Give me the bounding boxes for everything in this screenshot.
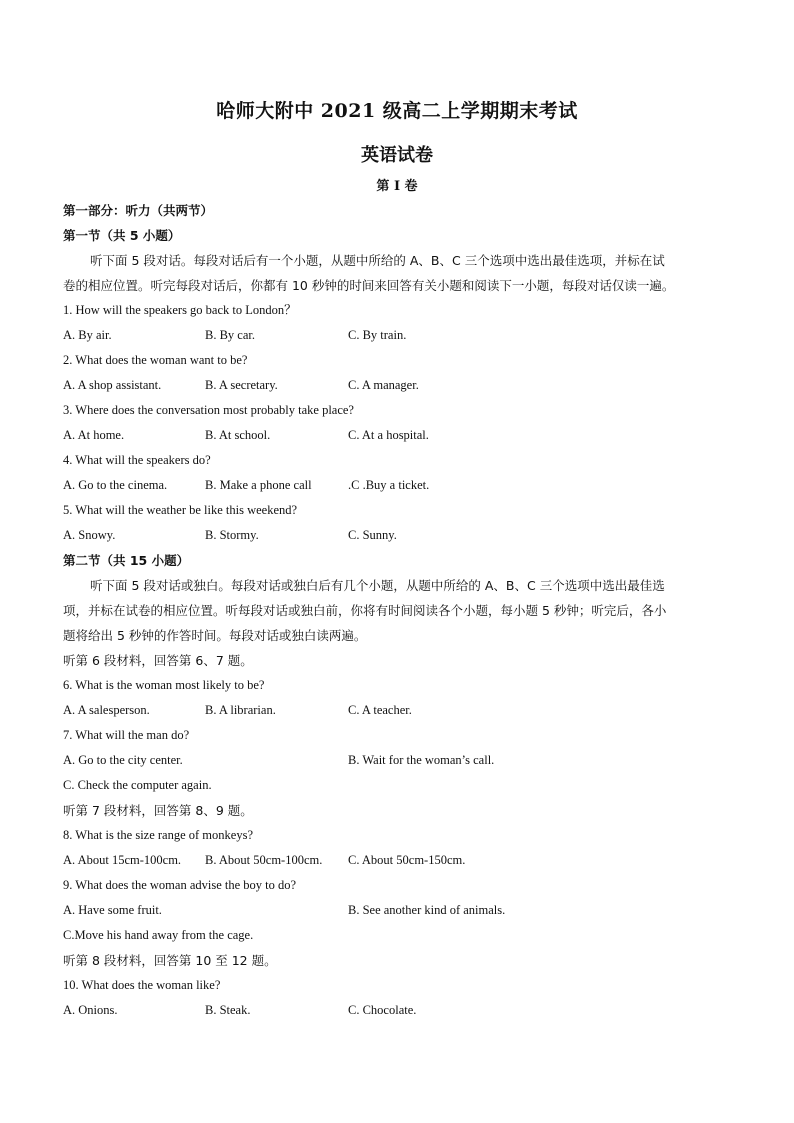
question-6: 6. What is the woman most likely to be?	[63, 678, 265, 692]
question-3: 3. Where does the conversation most probably take place?	[63, 403, 354, 417]
instruction-line: 听下面 5 段对话。每段对话后有一个小题，从题中所给的 A、B、C 三个选项中选出最佳选项，并标在试	[90, 253, 665, 268]
option-a: A. Snowy.	[63, 528, 116, 542]
option-a: A. A shop assistant.	[63, 378, 162, 392]
option-b: B. Stormy.	[205, 528, 259, 542]
option-a: A. Onions.	[63, 1003, 118, 1017]
option-c: C. At a hospital.	[348, 428, 429, 442]
option-c: C. About 50cm-150cm.	[348, 853, 466, 867]
option-c: C. By train.	[348, 328, 407, 342]
option-b: B. A librarian.	[205, 703, 276, 717]
option-a: A. Go to the cinema.	[63, 478, 168, 492]
question-8: 8. What is the size range of monkeys?	[63, 828, 253, 842]
option-c: .C .Buy a ticket.	[348, 478, 430, 492]
section1-heading: 第一节（共 5 小题）	[63, 228, 181, 243]
option-c: C. Check the computer again.	[63, 778, 212, 792]
question-3-options	[63, 423, 733, 448]
option-b: B. Wait for the woman’s call.	[348, 753, 495, 767]
option-a: A. Have some fruit.	[63, 903, 162, 917]
option-b: B. By car.	[205, 328, 255, 342]
question-9: 9. What does the woman advise the boy to do?	[63, 878, 297, 892]
instruction-line: 听下面 5 段对话或独白。每段对话或独白后有几个小题，从题中所给的 A、B、C 三个选项中选出最佳选	[90, 578, 665, 593]
instruction-line: 题将给出 5 秒钟的作答时间。每段对话或独白读两遍。	[63, 628, 367, 643]
option-a: A. By air.	[63, 328, 112, 342]
question-2-options	[63, 373, 733, 398]
question-6-options	[63, 698, 733, 723]
question-5-options	[63, 523, 733, 548]
option-c: C.Move his hand away from the cage.	[63, 928, 254, 942]
option-c: C. Chocolate.	[348, 1003, 417, 1017]
option-c: C. Sunny.	[348, 528, 397, 542]
section2-instructions	[63, 573, 733, 648]
option-c: C. A teacher.	[348, 703, 412, 717]
material-8-note: 听第 8 段材料，回答第 10 至 12 题。	[63, 953, 277, 968]
question-7: 7. What will the man do?	[63, 728, 190, 742]
question-4: 4. What will the speakers do?	[63, 453, 211, 467]
option-a: A. About 15cm-100cm.	[63, 853, 182, 867]
section1-instructions	[63, 248, 733, 298]
option-b: B. About 50cm-100cm.	[205, 853, 323, 867]
option-b: B. Make a phone call	[205, 478, 312, 492]
option-a: A. At home.	[63, 428, 125, 442]
instruction-line: 卷的相应位置。听完每段对话后，你都有 10 秒钟的时间来回答有关小题和阅读下一小题，每段对话仅读一遍。	[63, 278, 675, 293]
question-4-options	[63, 473, 733, 498]
question-10: 10. What does the woman like?	[63, 978, 221, 992]
option-a: A. A salesperson.	[63, 703, 150, 717]
option-b: B. Steak.	[205, 1003, 251, 1017]
question-5: 5. What will the weather be like this weekend?	[63, 503, 298, 517]
volume-label: 第 I 卷	[376, 179, 418, 194]
part1-heading: 第一部分：听力（共两节）	[63, 203, 214, 218]
material-6-note: 听第 6 段材料，回答第 6、7 题。	[63, 653, 253, 668]
question-2: 2. What does the woman want to be?	[63, 353, 248, 367]
question-7-options-row1	[63, 748, 733, 773]
option-c: C. A manager.	[348, 378, 419, 392]
option-a: A. Go to the city center.	[63, 753, 183, 767]
instruction-line: 项，并标在试卷的相应位置。听每段对话或独白前，你将有时间阅读各个小题，每小题 5 秒钟；听完后，各小	[63, 603, 667, 618]
option-b: B. A secretary.	[205, 378, 278, 392]
question-1: 1. How will the speakers go back to London？	[63, 303, 297, 317]
section2-heading: 第二节（共 15 小题）	[63, 553, 190, 568]
option-b: B. See another kind of animals.	[348, 903, 506, 917]
question-1-options	[63, 323, 733, 348]
exam-title: 哈师大附中 2021 级高二上学期期末考试	[216, 100, 578, 122]
exam-content	[63, 198, 733, 1023]
question-10-options	[63, 998, 733, 1023]
question-8-options	[63, 848, 733, 873]
material-7-note: 听第 7 段材料，回答第 8、9 题。	[63, 803, 253, 818]
exam-subtitle: 英语试卷	[361, 145, 433, 166]
option-b: B. At school.	[205, 428, 271, 442]
question-9-options-row1	[63, 898, 733, 923]
